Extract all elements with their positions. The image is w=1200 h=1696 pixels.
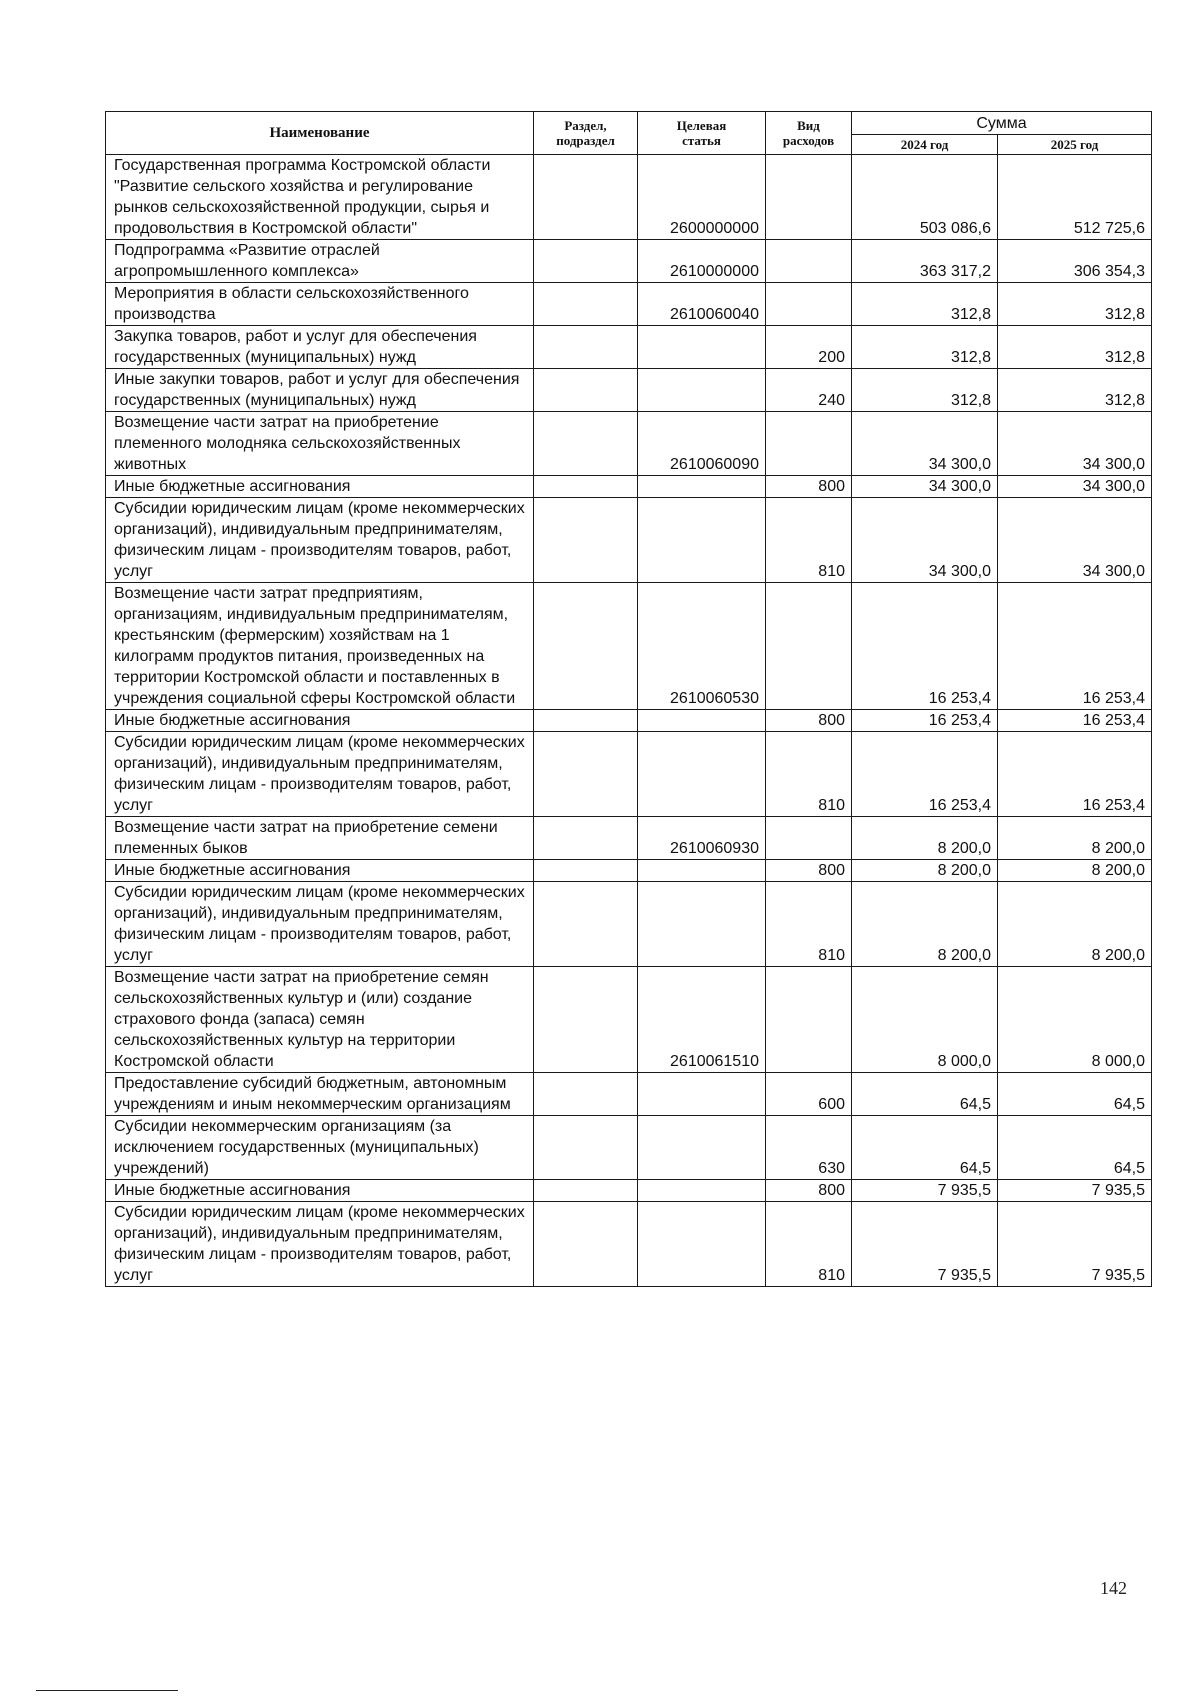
row-amount-2025: 8 000,0 [998,967,1152,1073]
row-article [638,1180,766,1202]
row-amount-2024: 34 300,0 [852,498,998,583]
row-name: Возмещение части затрат предприятиям, организациям, индивидуальным предпринимателям, крестьянским (фермерским) хозяйствам на 1 килограмм продуктов питания, произведенных на территории Костромской области и поставленных в учреждения социальной сферы Костромской области [106,583,534,710]
table-row [106,326,1152,369]
row-article [638,498,766,583]
header-year-2024: 2024 год [852,135,998,155]
row-section [534,240,638,283]
row-section [534,1180,638,1202]
row-type [766,412,852,476]
row-article [638,882,766,967]
table-row [106,817,1152,860]
row-amount-2024: 8 000,0 [852,967,998,1073]
row-article [638,860,766,882]
row-amount-2025: 7 935,5 [998,1202,1152,1287]
header-sum: Сумма [852,112,1152,135]
row-amount-2025: 306 354,3 [998,240,1152,283]
row-amount-2024: 8 200,0 [852,860,998,882]
row-section [534,1202,638,1287]
row-name: Субсидии юридическим лицам (кроме некоммерческих организаций), индивидуальным предпринимателям, физическим лицам - производителям товаров, работ, услуг [106,498,534,583]
row-type: 630 [766,1116,852,1180]
row-amount-2024: 64,5 [852,1073,998,1116]
page-number: 142 [1100,1578,1127,1598]
table-row [106,283,1152,326]
table-row [106,583,1152,710]
table-row [106,1202,1152,1287]
row-type: 600 [766,1073,852,1116]
row-article [638,369,766,412]
row-section [534,710,638,732]
header-type: Вид расходов [766,112,852,155]
row-amount-2025: 16 253,4 [998,732,1152,817]
row-article: 2610060090 [638,412,766,476]
row-article [638,732,766,817]
row-name: Иные закупки товаров, работ и услуг для обеспечения государственных (муниципальных) нужд [106,369,534,412]
row-type: 200 [766,326,852,369]
table-row [106,369,1152,412]
table-header [106,112,1152,155]
table-row [106,155,1152,240]
row-article [638,326,766,369]
table-row [106,240,1152,283]
row-section [534,967,638,1073]
row-amount-2025: 312,8 [998,369,1152,412]
row-name: Иные бюджетные ассигнования [106,1180,534,1202]
table-row [106,860,1152,882]
row-amount-2025: 8 200,0 [998,817,1152,860]
row-section [534,1116,638,1180]
row-type: 810 [766,882,852,967]
row-type [766,817,852,860]
row-type [766,967,852,1073]
row-amount-2024: 312,8 [852,283,998,326]
row-amount-2024: 7 935,5 [852,1202,998,1287]
row-name: Иные бюджетные ассигнования [106,476,534,498]
row-amount-2025: 312,8 [998,283,1152,326]
row-name: Закупка товаров, работ и услуг для обеспечения государственных (муниципальных) нужд [106,326,534,369]
row-name: Субсидии юридическим лицам (кроме некоммерческих организаций), индивидуальным предпринимателям, физическим лицам - производителям товаров, работ, услуг [106,1202,534,1287]
row-amount-2024: 503 086,6 [852,155,998,240]
row-section [534,283,638,326]
row-type: 810 [766,498,852,583]
row-section [534,326,638,369]
row-type [766,240,852,283]
row-type [766,283,852,326]
header-name: Наименование [106,112,534,155]
row-section [534,860,638,882]
row-amount-2025: 312,8 [998,326,1152,369]
row-amount-2025: 8 200,0 [998,882,1152,967]
row-amount-2024: 8 200,0 [852,817,998,860]
row-type: 800 [766,1180,852,1202]
table-row [106,967,1152,1073]
table-row [106,1180,1152,1202]
row-name: Субсидии некоммерческим организациям (за исключением государственных (муниципальных) учреждений) [106,1116,534,1180]
row-type: 800 [766,710,852,732]
table-row [106,732,1152,817]
row-name: Иные бюджетные ассигнования [106,860,534,882]
row-amount-2024: 312,8 [852,326,998,369]
row-name: Субсидии юридическим лицам (кроме некоммерческих организаций), индивидуальным предпринимателям, физическим лицам - производителям товаров, работ, услуг [106,882,534,967]
row-article [638,1073,766,1116]
row-name: Возмещение части затрат на приобретение племенного молодняка сельскохозяйственных животных [106,412,534,476]
table-row [106,1116,1152,1180]
row-section [534,412,638,476]
budget-table [105,111,1152,1287]
row-article: 2610061510 [638,967,766,1073]
table-row [106,710,1152,732]
row-amount-2025: 64,5 [998,1116,1152,1180]
row-article [638,1116,766,1180]
row-section [534,1073,638,1116]
row-amount-2025: 34 300,0 [998,498,1152,583]
table-body [106,155,1152,1287]
row-amount-2024: 34 300,0 [852,476,998,498]
row-article: 2610000000 [638,240,766,283]
table-row [106,412,1152,476]
row-amount-2025: 8 200,0 [998,860,1152,882]
row-section [534,882,638,967]
row-article: 2610060040 [638,283,766,326]
header-year-2025: 2025 год [998,135,1152,155]
row-amount-2024: 363 317,2 [852,240,998,283]
row-article [638,476,766,498]
row-section [534,583,638,710]
row-section [534,732,638,817]
table-row [106,1073,1152,1116]
row-type [766,155,852,240]
row-name: Возмещение части затрат на приобретение семени племенных быков [106,817,534,860]
row-section [534,155,638,240]
row-name: Субсидии юридическим лицам (кроме некоммерческих организаций), индивидуальным предпринимателям, физическим лицам - производителям товаров, работ, услуг [106,732,534,817]
row-section [534,817,638,860]
table-row [106,498,1152,583]
row-article [638,1202,766,1287]
row-name: Возмещение части затрат на приобретение семян сельскохозяйственных культур и (или) создание страхового фонда (запаса) семян сельскохозяйственных культур на территории Костромской области [106,967,534,1073]
row-article: 2610060530 [638,583,766,710]
row-name: Иные бюджетные ассигнования [106,710,534,732]
row-article [638,710,766,732]
row-amount-2024: 16 253,4 [852,710,998,732]
row-type: 800 [766,476,852,498]
row-name: Предоставление субсидий бюджетным, автономным учреждениям и иным некоммерческим организациям [106,1073,534,1116]
row-amount-2025: 64,5 [998,1073,1152,1116]
footnote-divider [36,1690,178,1691]
row-type: 810 [766,732,852,817]
row-type: 240 [766,369,852,412]
row-amount-2024: 7 935,5 [852,1180,998,1202]
row-amount-2025: 512 725,6 [998,155,1152,240]
table-row [106,882,1152,967]
row-amount-2024: 64,5 [852,1116,998,1180]
row-name: Мероприятия в области сельскохозяйственного производства [106,283,534,326]
row-amount-2024: 8 200,0 [852,882,998,967]
row-name: Подпрограмма «Развитие отраслей агропромышленного комплекса» [106,240,534,283]
header-section: Раздел, подраздел [534,112,638,155]
row-amount-2025: 16 253,4 [998,710,1152,732]
row-section [534,498,638,583]
row-section [534,369,638,412]
row-article: 2610060930 [638,817,766,860]
row-amount-2025: 7 935,5 [998,1180,1152,1202]
row-name: Государственная программа Костромской области "Развитие сельского хозяйства и регулирование рынков сельскохозяйственной продукции, сырья и продовольствия в Костромской области" [106,155,534,240]
row-amount-2025: 34 300,0 [998,476,1152,498]
row-amount-2024: 16 253,4 [852,583,998,710]
table-row [106,476,1152,498]
row-type: 800 [766,860,852,882]
row-type: 810 [766,1202,852,1287]
row-amount-2025: 16 253,4 [998,583,1152,710]
row-amount-2024: 16 253,4 [852,732,998,817]
row-amount-2025: 34 300,0 [998,412,1152,476]
row-section [534,476,638,498]
header-article: Целевая статья [638,112,766,155]
row-amount-2024: 312,8 [852,369,998,412]
row-type [766,583,852,710]
row-article: 2600000000 [638,155,766,240]
row-amount-2024: 34 300,0 [852,412,998,476]
